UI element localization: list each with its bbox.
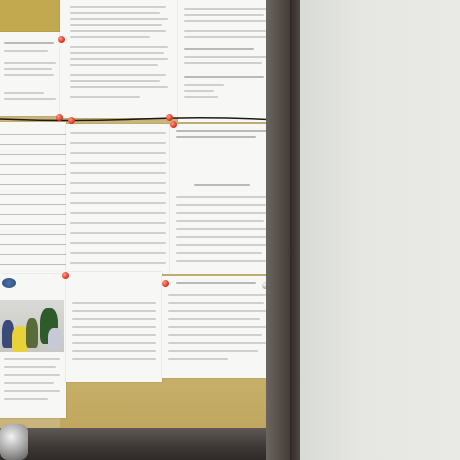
crowd-photo (0, 300, 64, 352)
white-wall (300, 0, 460, 460)
push-pin-icon (56, 114, 63, 121)
cork-board-bottom-patch (60, 375, 272, 435)
notice-sheet-top-right (178, 0, 276, 122)
logo-icon (2, 278, 16, 288)
cork-board-top-patch (0, 0, 60, 32)
push-pin-icon (68, 117, 75, 124)
notice-sheet-top-middle (60, 0, 178, 118)
push-pin-icon (62, 272, 69, 279)
push-pin-icon (170, 121, 177, 128)
push-pin-icon (162, 280, 169, 287)
push-pin-icon (166, 114, 173, 121)
push-pin-icon (58, 36, 65, 43)
hanging-string (0, 116, 276, 124)
notice-sheet-table-middle (66, 124, 170, 274)
door-knob (0, 424, 28, 460)
board-frame-bottom (0, 428, 300, 460)
notice-sheet-top-left (0, 32, 60, 116)
notice-sheet-lower-middle (66, 272, 162, 382)
notice-sheet-lower-right (162, 276, 272, 378)
notice-sheet-table-right (170, 124, 276, 274)
notice-sheet-table-left (0, 122, 66, 276)
